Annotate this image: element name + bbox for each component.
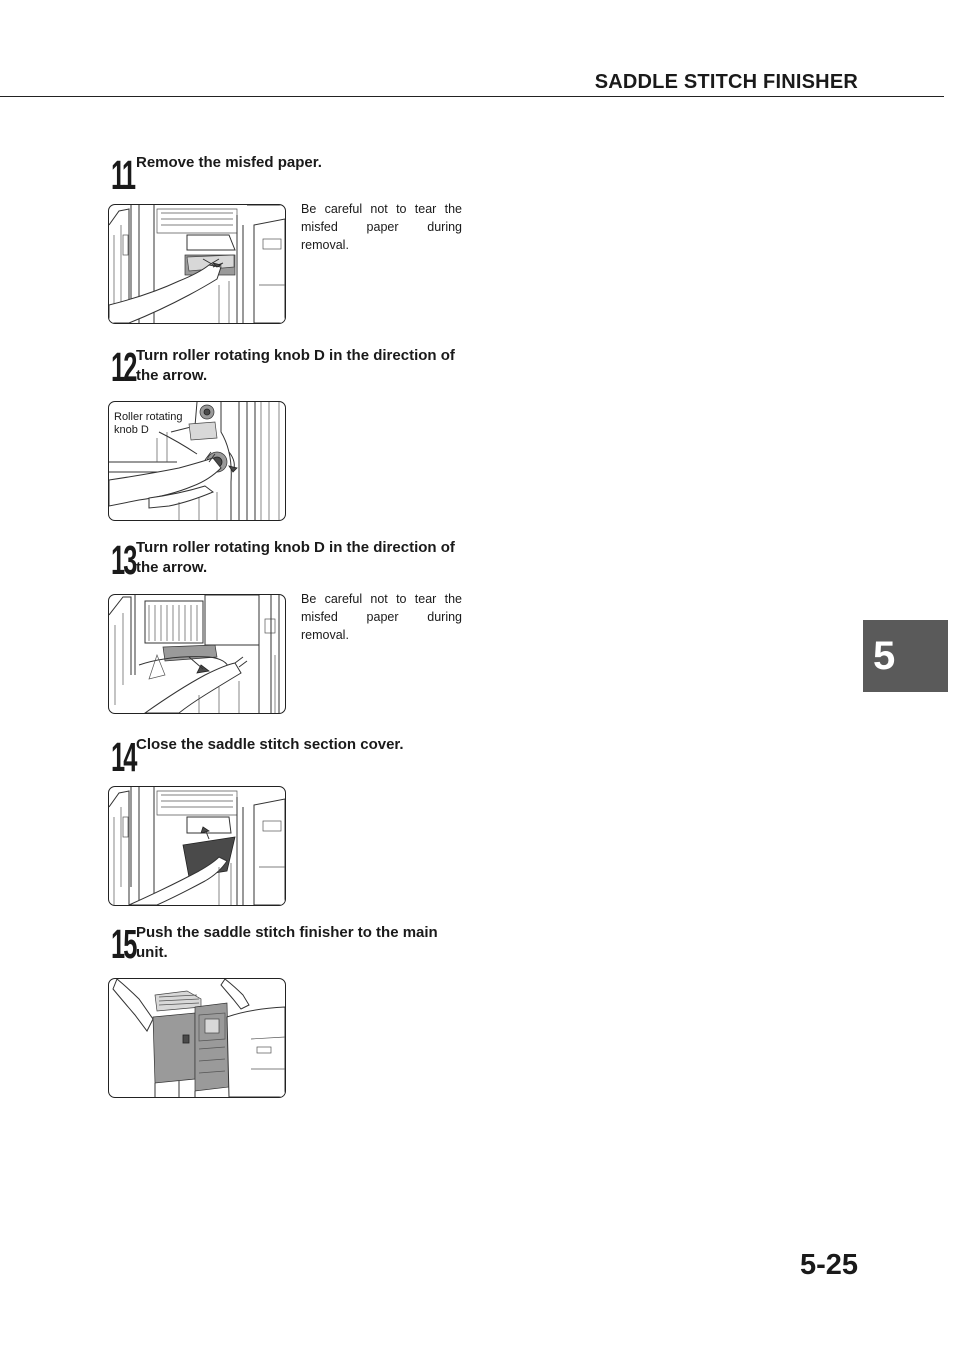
note-step-13: Be careful not to tear the misfed paper during removal. (301, 592, 462, 642)
figure-pull-paper (108, 594, 286, 714)
illustration-push-finisher (109, 979, 285, 1097)
step-number-15: 15 (111, 921, 136, 967)
step-title-12: Turn roller rotating knob D in the direction of the arrow. (136, 347, 455, 384)
step-title-11: Remove the misfed paper. (136, 154, 322, 171)
step-title-13: Turn roller rotating knob D in the direction of the arrow. (136, 539, 455, 576)
step-title-15: Push the saddle stitch finisher to the main unit. (136, 924, 438, 961)
figure-close-cover (108, 786, 286, 906)
step-number-11: 11 (111, 152, 135, 198)
step-number-13: 13 (111, 537, 136, 583)
note-step-11: Be careful not to tear the misfed paper during removal. (301, 202, 462, 252)
chapter-tab (863, 620, 948, 692)
chapter-tab-label: 5 (873, 633, 896, 678)
figure-push-finisher (108, 978, 286, 1098)
figure-remove-misfed-paper (108, 204, 286, 324)
callout-roller-knob-d: Roller rotating knob D (114, 411, 183, 436)
section-title: SADDLE STITCH FINISHER (594, 71, 858, 93)
step-number-14: 14 (111, 734, 136, 780)
figure-turn-knob-d (108, 401, 286, 521)
step-number-12: 12 (111, 344, 136, 390)
step-title-14: Close the saddle stitch section cover. (136, 736, 404, 753)
illustration-close-cover (109, 787, 285, 905)
page-number: 5-25 (799, 1249, 858, 1281)
illustration-pull-paper (109, 595, 285, 713)
illustration-remove-paper (109, 205, 285, 323)
header-rule (0, 96, 944, 97)
